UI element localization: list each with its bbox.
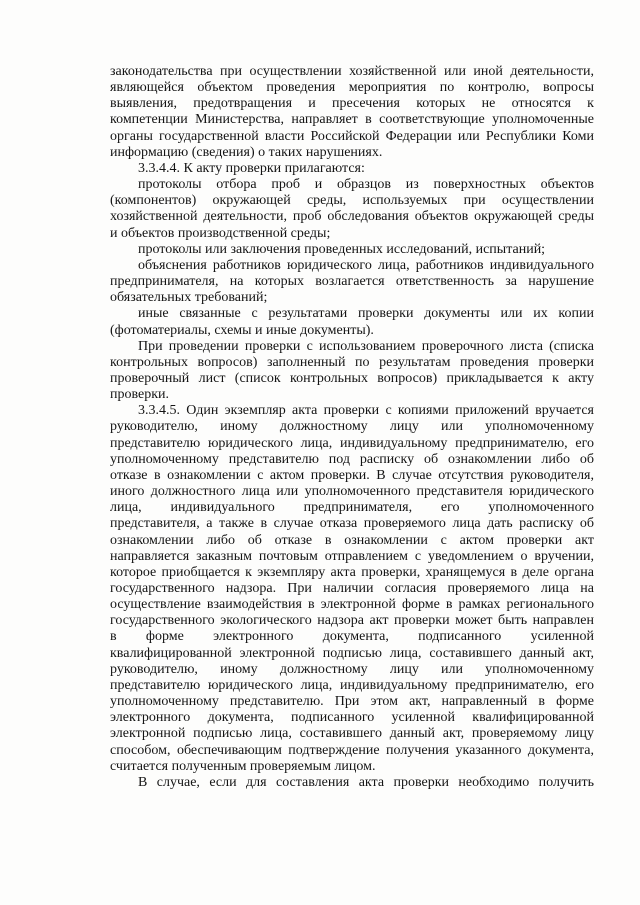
- paragraph: [110, 177, 594, 242]
- text-line: объяснения работников юридического лица, работников индивидуального: [138, 257, 594, 273]
- text-line: (компонентов) окружающей среды, используемых при осуществлении: [110, 193, 594, 209]
- text-line: считается полученным проверяемым лицом.: [110, 758, 376, 774]
- text-line: представителя, а также в случае отказа проверяемого лица дать расписку об: [110, 516, 594, 532]
- text-line: руководителю, иному должностному лицу или уполномоченному: [110, 661, 594, 677]
- text-line: иного должностного лица или уполномоченного представителя юридического: [110, 484, 594, 500]
- text-line: лица, индивидуального предпринимателя, его уполномоченного: [110, 500, 594, 516]
- text-line: государственного надзора. При наличии согласия проверяемого лица на: [110, 581, 594, 596]
- text-line: предпринимателя, на которых возлагается ответственность за нарушение: [110, 274, 594, 290]
- text-line: квалифицированной электронной подписью лица, составившего данный акт,: [110, 645, 594, 661]
- text-line: направляется заказным почтовым отправлением с уведомлением о вручении,: [110, 548, 594, 564]
- text-line: 3.3.4.5. Один экземпляр акта проверки с копиями приложений вручается: [138, 403, 594, 419]
- document-body: [110, 64, 594, 791]
- paragraph: [110, 242, 594, 258]
- text-line: проверки.: [110, 387, 170, 403]
- text-line: способом, обеспечивающим подтверждение получения указанного документа,: [110, 742, 594, 758]
- text-line: которое приобщается к экземпляру акта проверки, хранящемуся в деле органа: [110, 564, 594, 580]
- text-line: хозяйственной деятельности, проб обследования объектов окружающей среды: [110, 209, 594, 225]
- paragraph: [110, 64, 594, 161]
- text-line: и объектов производственной среды;: [110, 225, 331, 241]
- text-line: выявления, предотвращения и пресечения которых не относятся к: [110, 96, 594, 112]
- text-line: обязательных требований;: [110, 290, 268, 306]
- text-line: электронного документа, подписанного усиленной квалифицированной: [110, 710, 594, 726]
- text-line: При проведении проверки с использованием проверочного листа (списка: [138, 338, 594, 354]
- paragraph: [110, 339, 594, 404]
- text-line: электронной подписью лица, составившего данный акт, проверяемому лицу: [110, 726, 594, 742]
- text-line: иные связанные с результатами проверки документы или их копии: [138, 306, 594, 322]
- paragraph: [110, 161, 594, 177]
- text-line: государственного экологического надзора акт проверки может быть направлен: [110, 613, 594, 629]
- text-line: отказе в ознакомлении с актом проверки. В случае отсутствия руководителя,: [110, 467, 594, 483]
- text-line: В случае, если для составления акта проверки необходимо получить: [138, 774, 594, 790]
- text-line: в форме электронного документа, подписанного усиленной: [110, 629, 594, 645]
- text-line: ознакомлении либо об отказе в ознакомлении с актом проверки акт: [110, 532, 594, 548]
- text-line: компетенции Министерства, направляет в соответствующие уполномоченные: [110, 112, 594, 128]
- text-line: протоколы отбора проб и образцов из поверхностных объектов: [138, 177, 594, 193]
- text-line: уполномоченному представителю под расписку об ознакомлении либо об: [110, 451, 594, 467]
- text-line: информацию (сведения) о таких нарушениях.: [110, 144, 383, 160]
- text-line: законодательства при осуществлении хозяйственной или иной деятельности,: [110, 64, 594, 79]
- text-line: представителю юридического лица, индивидуальному предпринимателю, его: [110, 435, 594, 451]
- paragraph: [110, 258, 594, 306]
- text-line: осуществление взаимодействия в электронной форме в рамках регионального: [110, 597, 594, 613]
- text-line: проверочный лист (список контрольных вопросов) прикладывается к акту: [110, 370, 594, 386]
- section-heading: 3.3.4.4. К акту проверки прилагаются:: [138, 160, 365, 176]
- paragraph: [110, 775, 594, 791]
- text-line: органы государственной власти Российской Федерации или Республики Коми: [110, 128, 594, 144]
- text-line: (фотоматериалы, схемы и иные документы).: [110, 322, 374, 338]
- text-line: уполномоченному представителю. При этом акт, направленный в форме: [110, 694, 594, 710]
- text-line: руководителю, иному должностному лицу или уполномоченному: [110, 419, 594, 435]
- paragraph: [110, 306, 594, 338]
- text-line: представителю юридического лица, индивидуальному предпринимателю, его: [110, 677, 594, 693]
- text-line: являющейся объектом проведения мероприятия по контролю, вопросы: [110, 80, 594, 96]
- paragraph: [110, 403, 594, 775]
- text-line: протоколы или заключения проведенных исследований, испытаний;: [138, 241, 546, 257]
- text-line: контрольных вопросов) заполненный по результатам проведения проверки: [110, 354, 594, 370]
